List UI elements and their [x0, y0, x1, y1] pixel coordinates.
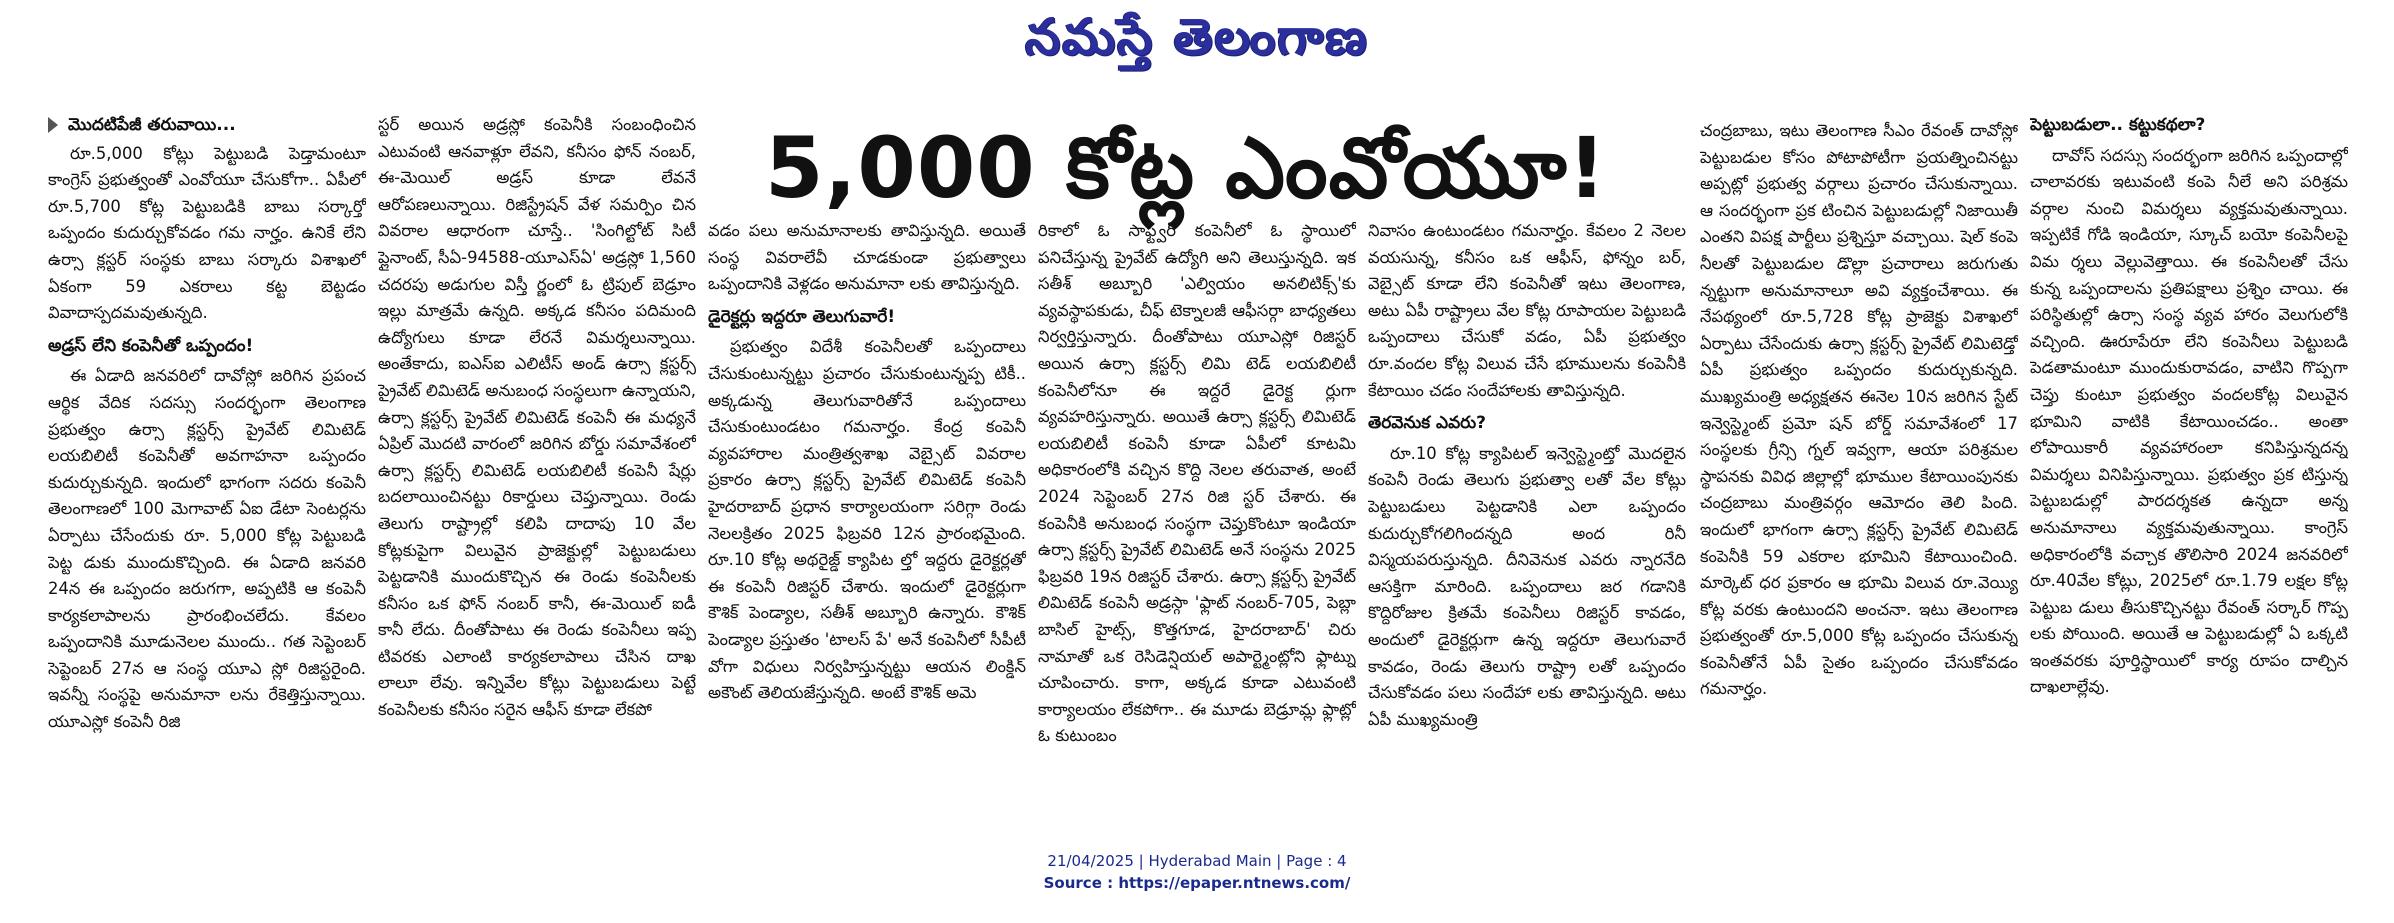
subheading: అడ్రస్ లేని కంపెనీతో ఒప్పందం! — [48, 335, 254, 356]
article-paragraph: చంద్రబాబు, ఇటు తెలంగాణ సీఎం రేవంత్ దావోస్లో పెట్టుబడుల కోసం పోటాపోటీగా ప్రయత్నించినట్టు అప్పట్లో ప్రభుత్వ వర్గాలు ప్రచారం చేసుకున్నాయి. ఆ సందర్భంగా ప్రక టించిన పెట్టుబడుల్లో నిజాయితీ ఎంతని విపక్ష పార్టీలు ప్రశ్నిస్తూ వచ్చాయి. షెల్ కంపె నీలతో పెట్టుబడుల డొల్లా ప్రచారాలు జరుగుతు న్నట్టుగా అనుమానాలూ అవి వ్యక్తంచేశాయి. ఈ నేపథ్యంలో రూ.5,728 కోట్ల ప్రాజెక్టు విశాఖలో ఏర్పాటు చేసేందుకు ఉర్సా క్లస్టర్స్ ప్రైవేట్ లిమిటెడ్తో ఏపీ ప్రభుత్వం ఒప్పందం కుదుర్చుకున్నది. ముఖ్యమంత్రి అధ్యక్షతన ఈనెల 10న జరిగిన స్టేట్ ఇన్వెస్ట్మెంట్ ప్రమో షన్ బోర్డ్ సమావేశంలో 17 సంస్థలకు గ్రీన్సి గ్నల్ ఇవ్వగా, ఆయా పరిశ్రమల స్థాపనకు వివిధ జిల్లాల్లో భూముల కేటాయింపునకు చంద్రబాబు మంత్రివర్గం ఆమోదం తెలి పింది. ఇందులో భాగంగా ఉర్సా క్లస్టర్స్ ప్రైవేట్ లిమిటెడ్ కంపెనీకి 59 ఎకరాల భూమిని కేటాయించింది. మార్కెట్ ధర ప్రకారం ఆ భూమి విలువ రూ.వెయ్యి కోట్ల వరకు ఉంటుందని అంచనా. ఇటు తెలంగాణ ప్రభుత్వంతో రూ.5,000 కోట్ల ఒప్పందం చేసుకున్న కంపెనీతోనే ఏపీ సైతం ఒప్పందం చేసుకోవడం గమనార్హం. — [1700, 121, 2018, 699]
article-paragraph: ఈ ఏడాది జనవరిలో దావోస్లో జరిగిన ప్రపంచ ఆర్థిక వేదిక సదస్సు సందర్భంగా తెలంగాణ ప్రభుత్వం ఉర్సా క్లస్టర్స్ ప్రైవేట్ లిమిటెడ్ లయబిలిటీ కంపెనీతో అవగాహనా ఒప్పందం కుదుర్చుకున్నది. ఇందులో భాగంగా సదరు కంపెనీ తెలంగాణలో 100 మెగావాట్ ఏఐ డేటా సెంటర్లను ఏర్పాటు చేసేందుకు రూ. 5,000 కోట్ల పెట్టుబడి పెట్ట డుకు ముందుకొచ్చింది. ఈ ఏడాది జనవరి 24న ఈ ఒప్పందం జరుగగా, అప్పటికి ఆ కంపెనీ కార్యకలాపాలను ప్రారంభించలేదు. కేవలం ఒప్పందానికి మూడునెలల ముందు.. గత సెప్టెంబర్ సెప్టెంబర్ 27న ఆ సంస్థ యూఎ స్లో రిజిస్టరైంది. ఇవన్నీ సంస్థపై అనుమానా లను రేకెత్తిస్తున్నాయి. యూఎస్లో కంపెనీ రిజి — [48, 366, 366, 732]
column-1 — [48, 112, 366, 817]
subheading: డైరెక్టర్లు ఇద్దరూ తెలుగువారే! — [708, 306, 896, 327]
arrow-right-icon — [48, 117, 58, 133]
column-5 — [1368, 218, 1686, 817]
source-link[interactable]: Source : https://epaper.ntnews.com/ — [1043, 874, 1351, 892]
column-3 — [708, 218, 1026, 817]
article-paragraph: రూ.10 కోట్ల క్యాపిటల్ ఇన్వెస్ట్మెంట్తో మొదలైన కంపెనీ రెండు తెలుగు ప్రభుత్వా లతో వేల కోట్లు పెట్టుబడులు పెట్టడానికి ఎలా ఒప్పందం కుదుర్చుకోగలిగిందన్నది అంద రినీ విస్మయపరుస్తున్నది. దీనివెనుక ఎవరు న్నారనేది ఆసక్తిగా మారింది. ఒప్పందాలు జర గడానికి కొద్దిరోజుల క్రితమే కంపెనీలు రిజిస్టర్ కావడం, అందులో డైరెక్టర్లుగా ఉన్న ఇద్దరూ తెలుగువారే కావడం, రెండు తెలుగు రాష్ట్రా లతో ఒప్పందం చేసుకోవడం పలు సందేహా లకు తావిస్తున్నది. అటు ఏపీ ముఖ్యమంత్రి — [1368, 443, 1686, 729]
column-4 — [1038, 218, 1356, 817]
headline: 5,000 కోట్ల ఎంవోయూ! — [765, 119, 1607, 217]
masthead: నమస్తే తెలంగాణ — [1025, 8, 1369, 66]
article-paragraph: దావోస్ సదస్సు సందర్భంగా జరిగిన ఒప్పందాల్లో చాలావరకు ఇటువంటి కంపె నీలే అని పరిశ్రమ వర్గాల నుంచి విమర్శలు వ్యక్తమవుతున్నాయి. ఇప్పటికే గోడి ఇండియా, స్కూచ్ బయో కంపెనీలపై విమ ర్శలు వెల్లువెత్తాయి. ఈ కంపెనీలతో చేసు కున్న ఒప్పందాలను ప్రతిపక్షాలు ప్రశ్నిం చాయి. ఈ పరిస్థితుల్లో ఉర్సా సంస్థ వ్యవ హారం వెలుగులోకి వచ్చింది. ఊరూపేరూ లేని కంపెనీలు పెట్టుబడి పెడతామంటూ ముందుకురావడం, వాటిని గొప్పగా చెప్తు కుంటూ ప్రభుత్వం వందలకోట్ల విలువైన భూమిని వాటికి కేటాయించడం.. అంతా లోపాయికారీ వ్యవహారంలా కనిపిస్తున్నదన్న విమర్శలు వినిపిస్తున్నాయి. ప్రభుత్వం ప్రక టిస్తున్న పెట్టుబడుల్లో పారదర్శకత ఉన్నదా అన్న అనుమానాలు వ్యక్తమవుతున్నాయి. కాంగ్రెస్ అధికారంలోకి వచ్చాక తొలిసారి 2024 జనవరిలో రూ.40వేల కోట్లు, 2025లో రూ.1.79 లక్షల కోట్ల పెట్టుబ డులు తీసుకొచ్చినట్టు రేవంత్ సర్కార్ గొప్ప లకు పోయింది. అయితే ఆ పెట్టుబడుల్లో ఏ ఒక్కటి ఇంతవరకు పూర్తిస్థాయిలో కార్య రూపం దాల్చిన దాఖలాల్లేవు. — [2030, 145, 2348, 697]
column-7 — [2030, 112, 2348, 817]
subheading: తెరవెనుక ఎవరు? — [1368, 413, 1487, 434]
kicker-text: మొదటిపేజీ తరువాయి... — [68, 115, 236, 135]
subheading: పెట్టుబడులా.. కట్టుకథలా? — [2030, 115, 2206, 135]
dateline: 21/04/2025 | Hyderabad Main | Page : 4 — [1047, 852, 1347, 870]
article-paragraph: రూ.5,000 కోట్లు పెట్టుబడి పెడ్తామంటూ కాంగ్రెస్ ప్రభుత్వంతో ఎంవోయూ చేసుకోగా.. ఏపీలో రూ.5,700 కోట్ల పెట్టుబడికి బాబు సర్కార్తో ఒప్పందం కుదుర్చుకోవడం గమ నార్హం. ఉనికే లేని ఉర్సా క్లస్టర్ సంస్థకు బాబు సర్కారు విశాఖలో ఏకంగా 59 ఎకరాలు కట్ట బెట్టడం వివాదాస్పదమవుతున్నది. — [48, 143, 366, 323]
article-paragraph: ప్రభుత్వం విదేశీ కంపెనీలతో ఒప్పందాలు చేసుకుంటున్నట్టు ప్రచారం చేసుకుంటున్నప్ప టికీ.. అక్కడున్న తెలుగువారితోనే ఒప్పందాలు చేసుకుంటుండటం గమనార్హం. కేంద్ర కంపెనీ వ్యవహారాల మంత్రిత్వశాఖ వెబ్సైట్ వివరాల ప్రకారం ఉర్సా క్లస్టర్స్ ప్రైవేట్ లిమిటెడ్ కంపెనీ హైదరాబాద్ ప్రధాన కార్యాలయంగా సరిగ్గా రెండు నెలలక్రితం 2025 ఫిబ్రవరి 12న ప్రారంభమైంది. రూ.10 కోట్ల అథరైజ్డ్ క్యాపిట ల్తో ఇద్దరు డైరెక్టర్లతో ఈ కంపెనీ రిజిస్టర్ చేశారు. ఇందులో డైరెక్టర్లుగా కౌశిక్ పెండ్యాల, సతీశ్ అబ్బూరి ఉన్నారు. కౌశిక్ పెండ్యాల ప్రస్తుతం 'టాలస్ పే' అనే కంపెనీలో సీపీటీ వోగా విధులు నిర్వహిస్తున్నట్టు ఆయన లింక్డిన్ అకౌంట్ తెలియజేస్తున్నది. అంటే కౌశిక్ అమె — [708, 337, 1026, 703]
article-paragraph: స్టర్ అయిన అడ్రస్లో కంపెనీకి సంబంధించిన ఎటువంటి ఆనవాళ్లూ లేవని, కనీసం ఫోన్ నంబర్, ఈ-మెయిల్ అడ్రస్ కూడా లేవనే ఆరోపణలున్నాయి. రిజిస్ట్రేషన్ వేళ సమర్పిం చిన వివరాల ఆధారంగా చూస్తే.. 'సింగిల్టోట్ సిటీ ప్లైనాంట్, సీఏ-94588-యూఎస్ఏ' అడ్రస్లో 1,560 చదరపు అడుగుల విస్తీ ర్ణంలో ఓ ట్రిపుల్ బెడ్రూం ఇల్లు మాత్రమే ఉన్నది. అక్కడ కనీసం పదిమంది ఉద్యోగులు కూడా లేరనే విమర్శలున్నాయి. అంతేకాదు, ఐఎస్ఐ ఎలిటీస్ అండ్ ఉర్సా క్లస్టర్స్ ప్రైవేట్ లిమిటెడ్ అనుబంధ సంస్థలుగా ఉన్నాయని, ఉర్సా క్లస్టర్స్ ప్రైవేట్ లిమిటెడ్ కంపెనీ ఈ మధ్యనే ఏప్రిల్ మొదటి వారంలో జరిగిన బోర్డు సమావేశంలో ఉర్సా క్లస్టర్స్ లిమిటెడ్ లయబిలిటీ కంపెనీ షేర్లు బదలాయించినట్టు రికార్డులు చెప్తున్నాయి. రెండు తెలుగు రాష్ట్రాల్లో కలిపి దాదాపు 10 వేల కోట్లకుపైగా విలువైన ప్రాజెక్టుల్లో పెట్టుబడులు పెట్టడానికి ముందుకొచ్చిన ఈ రెండు కంపెనీలకు కనీసం ఒక ఫోన్ నంబర్ కానీ, ఈ-మెయిల్ ఐడీ కానీ లేదు. దీంతోపాటు ఈ రెండు కంపెనీలు ఇప్ప టివరకు ఎలాంటి కార్యకలాపాలు చేసిన దాఖ లాలూ లేవు. ఇన్నివేల కోట్లు పెట్టుబడులు పెట్టే కంపెనీలకు కనీసం సరైన ఆఫీస్ కూడా లేకపో — [378, 115, 696, 720]
kicker — [48, 112, 366, 139]
column-2 — [378, 112, 696, 817]
article-paragraph: నివాసం ఉంటుండటం గమనార్హం. కేవలం 2 నెలల వయసున్న, కనీసం ఒక ఆఫీస్, ఫోన్నం బర్, వెబ్సైట్ కూడా లేని కంపెనీతో ఇటు తెలంగాణ, అటు ఏపీ రాష్ట్రాలు వేల కోట్ల రూపాయల పెట్టుబడి ఒప్పందాలు చేసుకో వడం, ఏపీ ప్రభుత్వం రూ.వందల కోట్ల విలువ చేసే భూములను కంపెనీకి కేటాయిం చడం సందేహాలకు తావిస్తున్నది. — [1368, 221, 1686, 400]
article-paragraph: వడం పలు అనుమానాలకు తావిస్తున్నది. అయితే సంస్థ వివరాలేవీ చూడకుండా ప్రభుత్వాలు ఒప్పందానికి వెళ్లడం అనుమానా లకు తావిస్తున్నది. — [708, 221, 1026, 294]
article-paragraph: రికాలో ఓ సాఫ్ట్వేర్ కంపెనీలో ఓ స్థాయిలో పనిచేస్తున్న ప్రైవేట్ ఉద్యోగి అని తెలుస్తున్నది. ఇక సతీశ్ అబ్బూరి 'ఎల్వియం అనలిటిక్స్'కు వ్యవస్థాపకుడు, చీఫ్ టెక్నాలజీ ఆఫీసర్గా బాధ్యతలు నిర్వర్తిస్తున్నారు. దీంతోపాటు యూఎస్లో రిజిస్టర్ అయిన ఉర్సా క్లస్టర్స్ లిమి టెడ్ లయబిలిటీ కంపెనీలోనూ ఈ ఇద్దరే డైరెక్ట ర్లుగా వ్యవహరిస్తున్నారు. అయితే ఉర్సా క్లస్టర్స్ లిమిటెడ్ లయబిలిటీ కంపెనీ కూడా ఏపీలో కూటమి అధికారంలోకి వచ్చిన కొద్ది నెలల తరువాత, అంటే 2024 సెప్టెంబర్ 27న రిజి స్టర్ చేశారు. ఈ కంపెనీకి అనుబంధ సంస్థగా చెప్తుకొంటూ ఇండియా ఉర్సా క్లస్టర్స్ ప్రైవేట్ లిమిటెడ్ అనే సంస్థను 2025 ఫిబ్రవరి 19న రిజిస్టర్ చేశారు. ఉర్సా క్లస్టర్స్ ప్రైవేట్ లిమిటెడ్ కంపెనీ అడ్రస్గా 'ఫ్లాట్ నంబర్-705, పెబ్లా బాసిల్ హైట్స్, కొత్తగూడ, హైదరాబాద్' చిరు నామాతో ఒక రెసిడెన్షియల్ అపార్ట్మెంట్లోని ఫ్లాట్ను చూపించారు. కాగా, అక్కడ కూడా ఎటువంటి కార్యాలయం లేకపోగా.. ఈ మూడు బెడ్రూమ్ల ఫ్లాట్లో ఓ కుటుంబం — [1038, 221, 1356, 746]
column-6 — [1700, 118, 2018, 817]
